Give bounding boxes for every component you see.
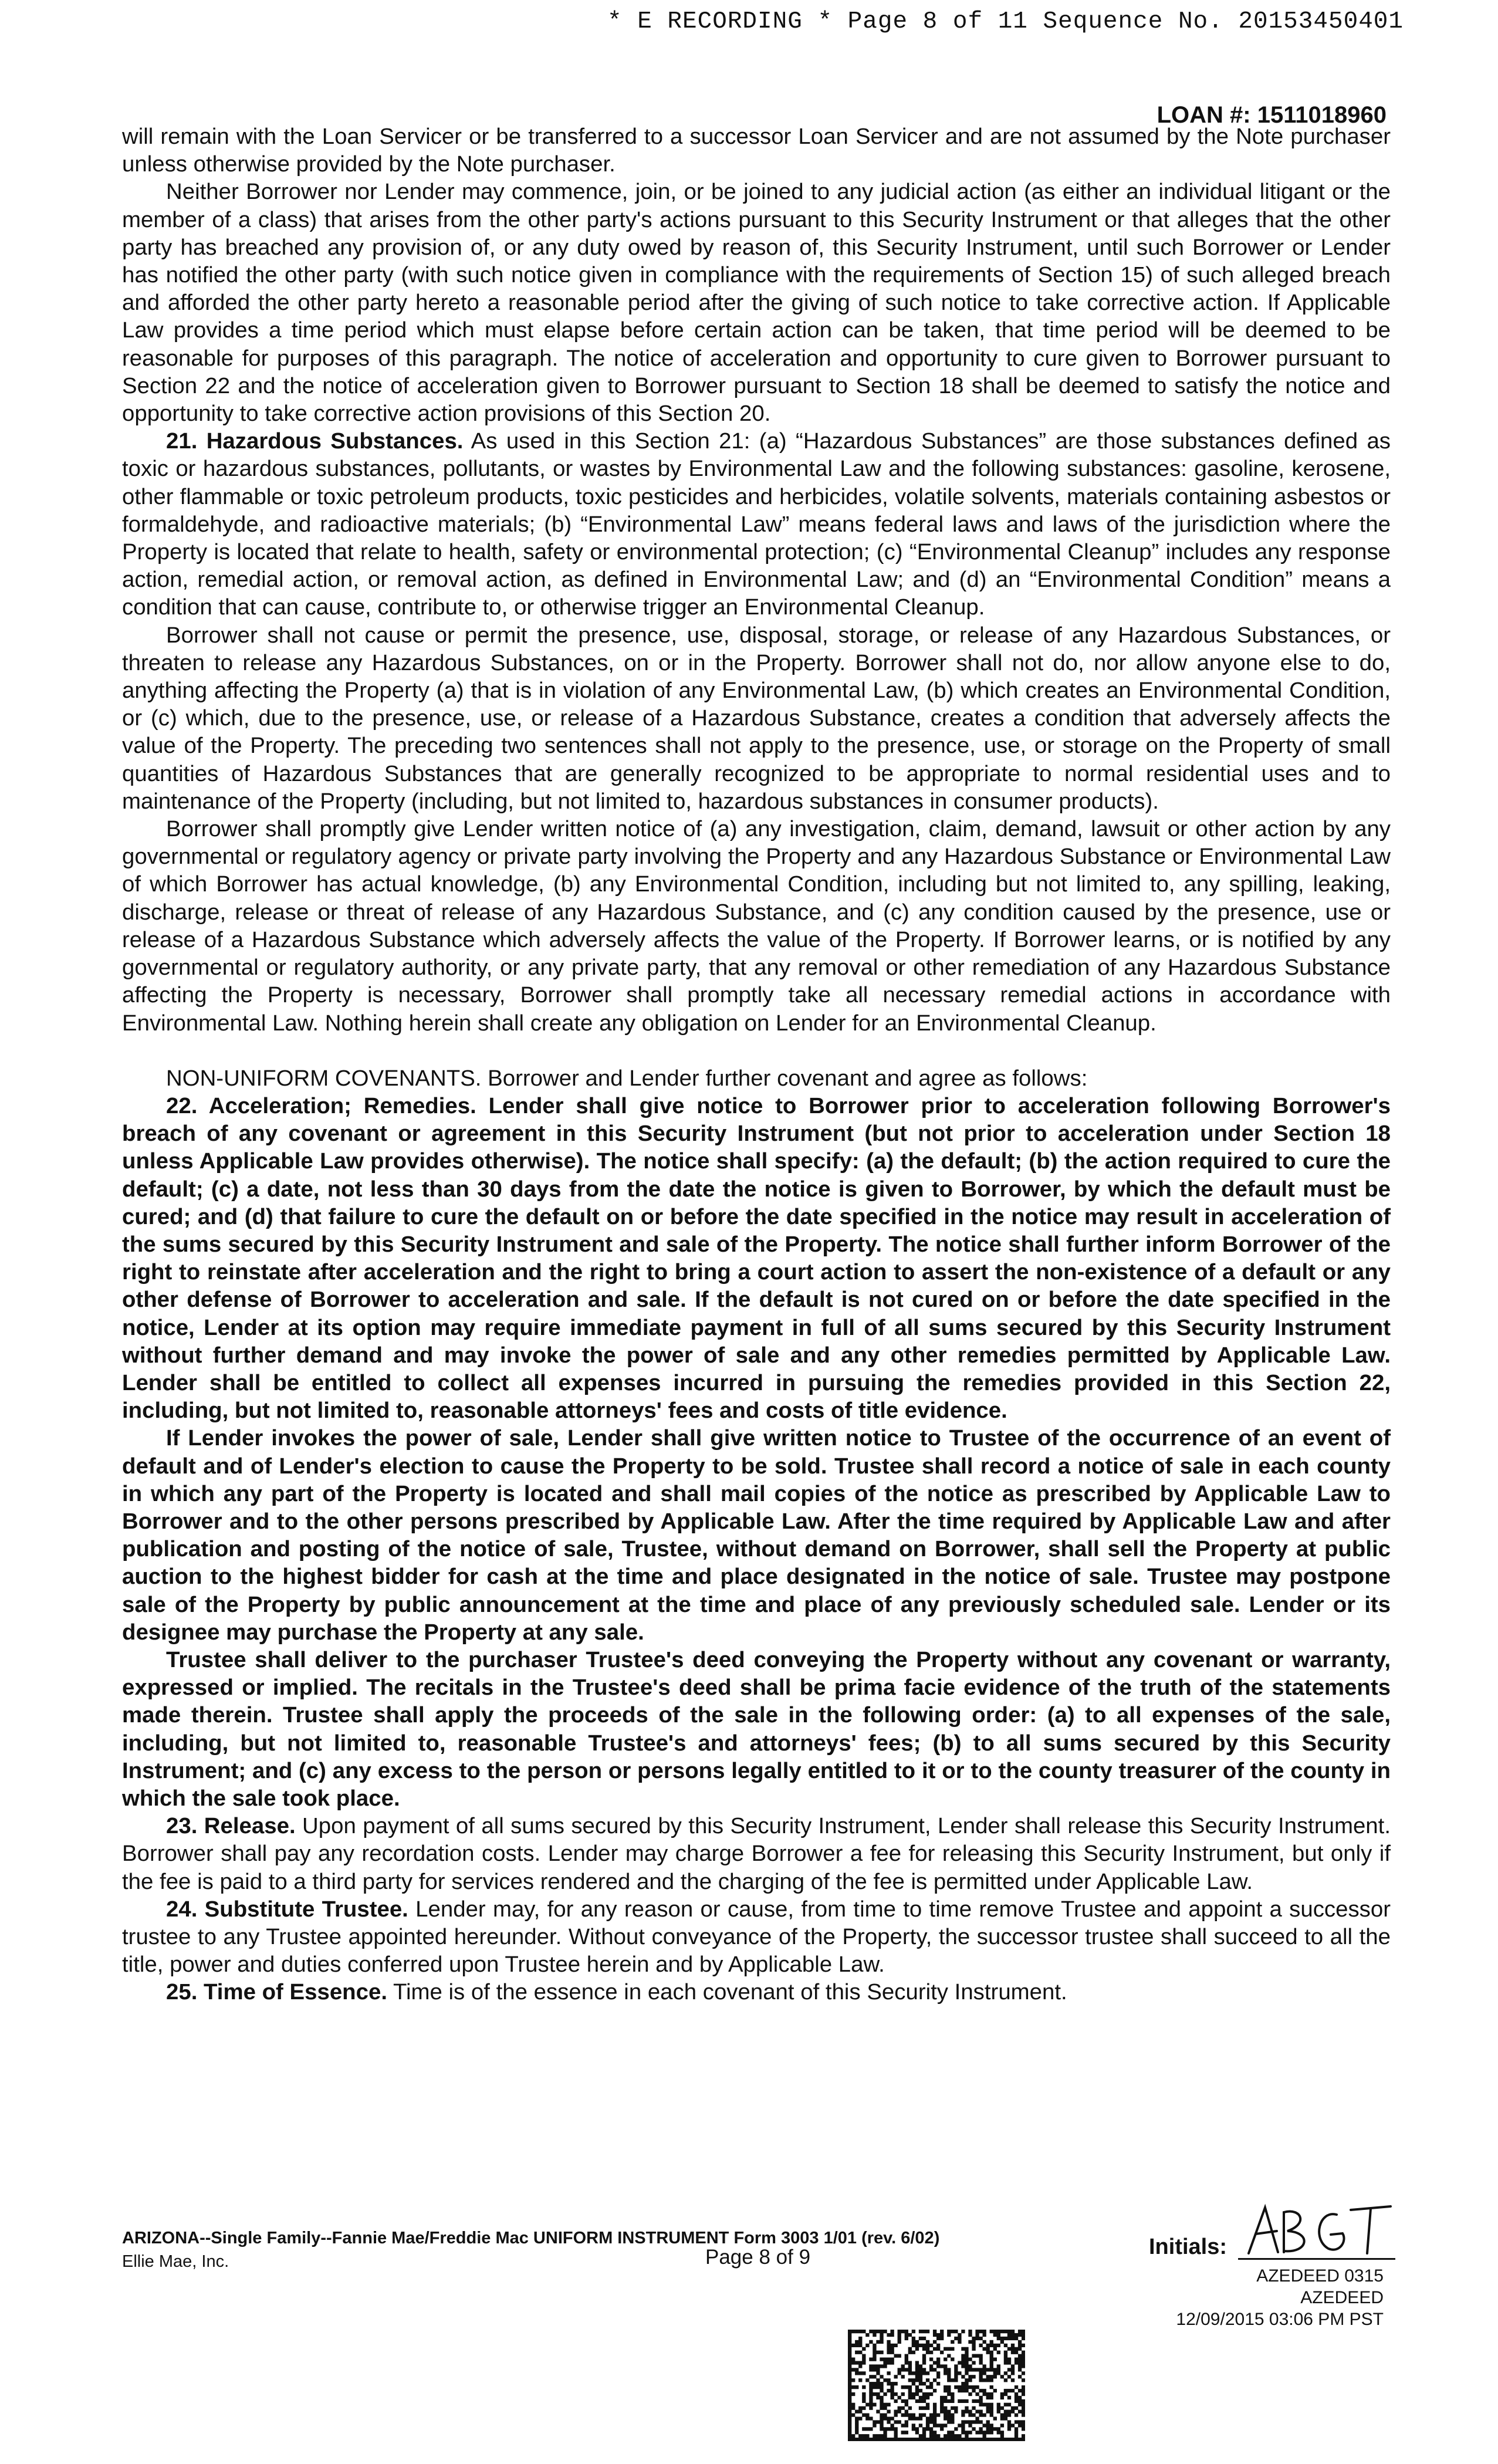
2d-barcode: [848, 2330, 1025, 2441]
initials-signature: [1243, 2202, 1395, 2257]
loan-number: LOAN #: 1511018960: [1157, 102, 1387, 128]
section-24-title: 24. Substitute Trustee.: [166, 1896, 408, 1922]
page-number: Page 8 of 9: [705, 2246, 811, 2269]
section-23-release: [122, 1812, 1391, 1895]
section-23-title: 23. Release.: [166, 1813, 296, 1839]
section-23-text: Upon payment of all sums secured by this Security Instrument, Lender shall release this Security Instrument. Borrower shall pay any recordation costs. Lender may charge Borrower a fee for releasing this Security Instrument, but only if the fee is paid to a third party for services rendered and the charging of the fee is permitted under Applicable Law.: [122, 1813, 1391, 1894]
stamp-datetime: 12/09/2015 03:06 PM PST: [1176, 2310, 1384, 2329]
section-25-time-of-essence: [122, 1978, 1391, 2006]
document-body: [122, 123, 1391, 2006]
section-22-title: 22. Acceleration; Remedies.: [166, 1093, 476, 1118]
stamp-code: AZEDEED 0315: [1256, 2266, 1384, 2286]
initials-label: Initials:: [1149, 2235, 1228, 2259]
footer-form-line: ARIZONA--Single Family--Fannie Mae/Freddie Mac UNIFORM INSTRUMENT Form 3003 1/01 (rev. 6/02): [122, 2229, 940, 2247]
paragraph-22-power-of-sale: If Lender invokes the power of sale, Lender shall give written notice to Trustee of the occurrence of an event of default and of Lender's election to cause the Property to be sold. Trustee shall record a notice of sale in each county in which any part of the Property is located and shall mail copies of the notice as prescribed by Applicable Law to Borrower and to the other persons prescribed by Applicable Law. After the time required by Applicable Law and after publication and posting of the notice of sale, Trustee, without demand on Borrower, shall sell the Property at public auction to the highest bidder for cash at the time and place designated in the notice of sale. Trustee may postpone sale of the Property by public announcement at the time and place of any previously scheduled sale. Lender or its designee may purchase the Property at any sale.: [122, 1425, 1391, 1645]
section-21-title: 21. Hazardous Substances.: [166, 428, 464, 454]
section-21-text: As used in this Section 21: (a) “Hazardous Substances” are those substances defined as toxic or hazardous substances, pollutants, or wastes by Environmental Law and the following substances: gasoline, kerosene, other flammable or toxic petroleum products, toxic pesticides and herbicides, volatile solvents, materials containing asbestos or formaldehyde, and radioactive materials; (b) “Environmental Law” means federal laws and laws of the jurisdiction where the Property is located that relate to health, safety or environmental protection; (c) “Environmental Cleanup” includes any response action, remedial action, or removal action, as defined in Environmental Law; and (d) an “Environmental Condition” means a condition that can cause, contribute to, or otherwise trigger an Environmental Cleanup.: [122, 428, 1391, 620]
section-22-text: Lender shall give notice to Borrower prior to acceleration following Borrower's breach of any covenant or agreement in this Security Instrument (but not prior to acceleration under Section 18 unless Applicable Law provides otherwise). The notice shall specify: (a) the default; (b) the action required to cure the default; (c) a date, not less than 30 days from the date the notice is given to Borrower, by which the default must be cured; and (d) that failure to cure the default on or before the date specified in the notice may result in acceleration of the sums secured by this Security Instrument and sale of the Property. The notice shall further inform Borrower of the right to reinstate after acceleration and the right to bring a court action to assert the non-existence of a default or any other defense of Borrower to acceleration and sale. If the default is not cured on or before the date specified in the notice, Lender at its option may require immediate payment in full of all sums secured by this Security Instrument without further demand and may invoke the power of sale and any other remedies permitted by Applicable Law. Lender shall be entitled to collect all expenses incurred in pursuing the remedies provided in this Section 22, including, but not limited to, reasonable attorneys' fees and costs of title evidence.: [122, 1093, 1391, 1424]
stamp-name: AZEDEED: [1300, 2288, 1384, 2307]
non-uniform-covenants-heading: NON-UNIFORM COVENANTS. Borrower and Lender further covenant and agree as follows:: [166, 1065, 1088, 1091]
paragraph-section-20-notice: Neither Borrower nor Lender may commence, join, or be joined to any judicial action (as either an individual litigant or the member of a class) that arises from the other party's actions pursuant to this Security Instrument or that alleges that the other party has breached any provision of, or any duty owed by reason of, this Security Instrument, until such Borrower or Lender has notified the other party (with such notice given in compliance with the requirements of Section 15) of such alleged breach and afforded the other party hereto a reasonable period after the giving of such notice to take corrective action. If Applicable Law provides a time period which must elapse before certain action can be taken, that time period will be deemed to be reasonable for purposes of this paragraph. The notice of acceleration and opportunity to cure given to Borrower pursuant to Section 22 and the notice of acceleration given to Borrower pursuant to Section 18 shall be deemed to satisfy the notice and opportunity to take corrective action provisions of this Section 20.: [122, 179, 1391, 427]
section-24-text: Lender may, for any reason or cause, from time to time remove Trustee and appoint a successor trustee to any Trustee appointed hereunder. Without conveyance of the Property, the successor trustee shall succeed to all the title, power and duties conferred upon Trustee herein and by Applicable Law.: [122, 1896, 1391, 1978]
recording-stamp-block: [1176, 2265, 1384, 2330]
initials-line: [1238, 2258, 1395, 2260]
recording-stamp-header: * E RECORDING * Page 8 of 11 Sequence No. 20153450401: [607, 8, 1404, 35]
paragraph-continuation: will remain with the Loan Servicer or be transferred to a successor Loan Servicer and are not assumed by the Note purchaser unless otherwise provided by the Note purchaser.: [122, 124, 1391, 177]
footer-vendor: Ellie Mae, Inc.: [122, 2252, 229, 2271]
paragraph-22-trustee-deed: Trustee shall deliver to the purchaser Trustee's deed conveying the Property without any covenant or warranty, expressed or implied. The recitals in the Trustee's deed shall be prima facie evidence of the truth of the statements made therein. Trustee shall apply the proceeds of the sale in the following order: (a) to all expenses of the sale, including, but not limited to, reasonable Trustee's and attorneys' fees; (b) to all sums secured by this Security Instrument; and (c) any excess to the person or persons legally entitled to it or to the county treasurer of the county in which the sale took place.: [122, 1647, 1391, 1811]
paragraph-21-borrower-duties: Borrower shall not cause or permit the presence, use, disposal, storage, or release of any Hazardous Substances, or threaten to release any Hazardous Substances, on or in the Property. Borrower shall not do, nor allow anyone else to do, anything affecting the Property (a) that is in violation of any Environmental Law, (b) which creates an Environmental Condition, or (c) which, due to the presence, use, or release of a Hazardous Substance, creates a condition that adversely affects the value of the Property. The preceding two sentences shall not apply to the presence, use, or storage on the Property of small quantities of Hazardous Substances that are generally recognized to be appropriate to normal residential uses and to maintenance of the Property (including, but not limited to, hazardous substances in consumer products).: [122, 622, 1391, 814]
section-22-acceleration-remedies: [122, 1092, 1391, 1424]
section-25-title: 25. Time of Essence.: [166, 1979, 387, 2005]
section-24-substitute-trustee: [122, 1895, 1391, 1979]
footer-form-info: [122, 2226, 939, 2273]
section-21-hazardous-substances: [122, 427, 1391, 621]
section-25-text: Time is of the essence in each covenant of this Security Instrument.: [387, 1979, 1067, 2005]
paragraph-21-notice: Borrower shall promptly give Lender written notice of (a) any investigation, claim, demand, lawsuit or other action by any governmental or regulatory agency or private party involving the Property and any Hazardous Substance or Environmental Law of which Borrower has actual knowledge, (b) any Environmental Condition, including but not limited to, any spilling, leaking, discharge, release or threat of release of any Hazardous Substance, and (c) any condition caused by the presence, use or release of a Hazardous Substance which adversely affects the value of the Property. If Borrower learns, or is notified by any governmental or regulatory authority, or any private party, that any removal or other remediation of any Hazardous Substance affecting the Property is necessary, Borrower shall promptly take all necessary remedial actions in accordance with Environmental Law. Nothing herein shall create any obligation on Lender for an Environmental Cleanup.: [122, 816, 1391, 1036]
